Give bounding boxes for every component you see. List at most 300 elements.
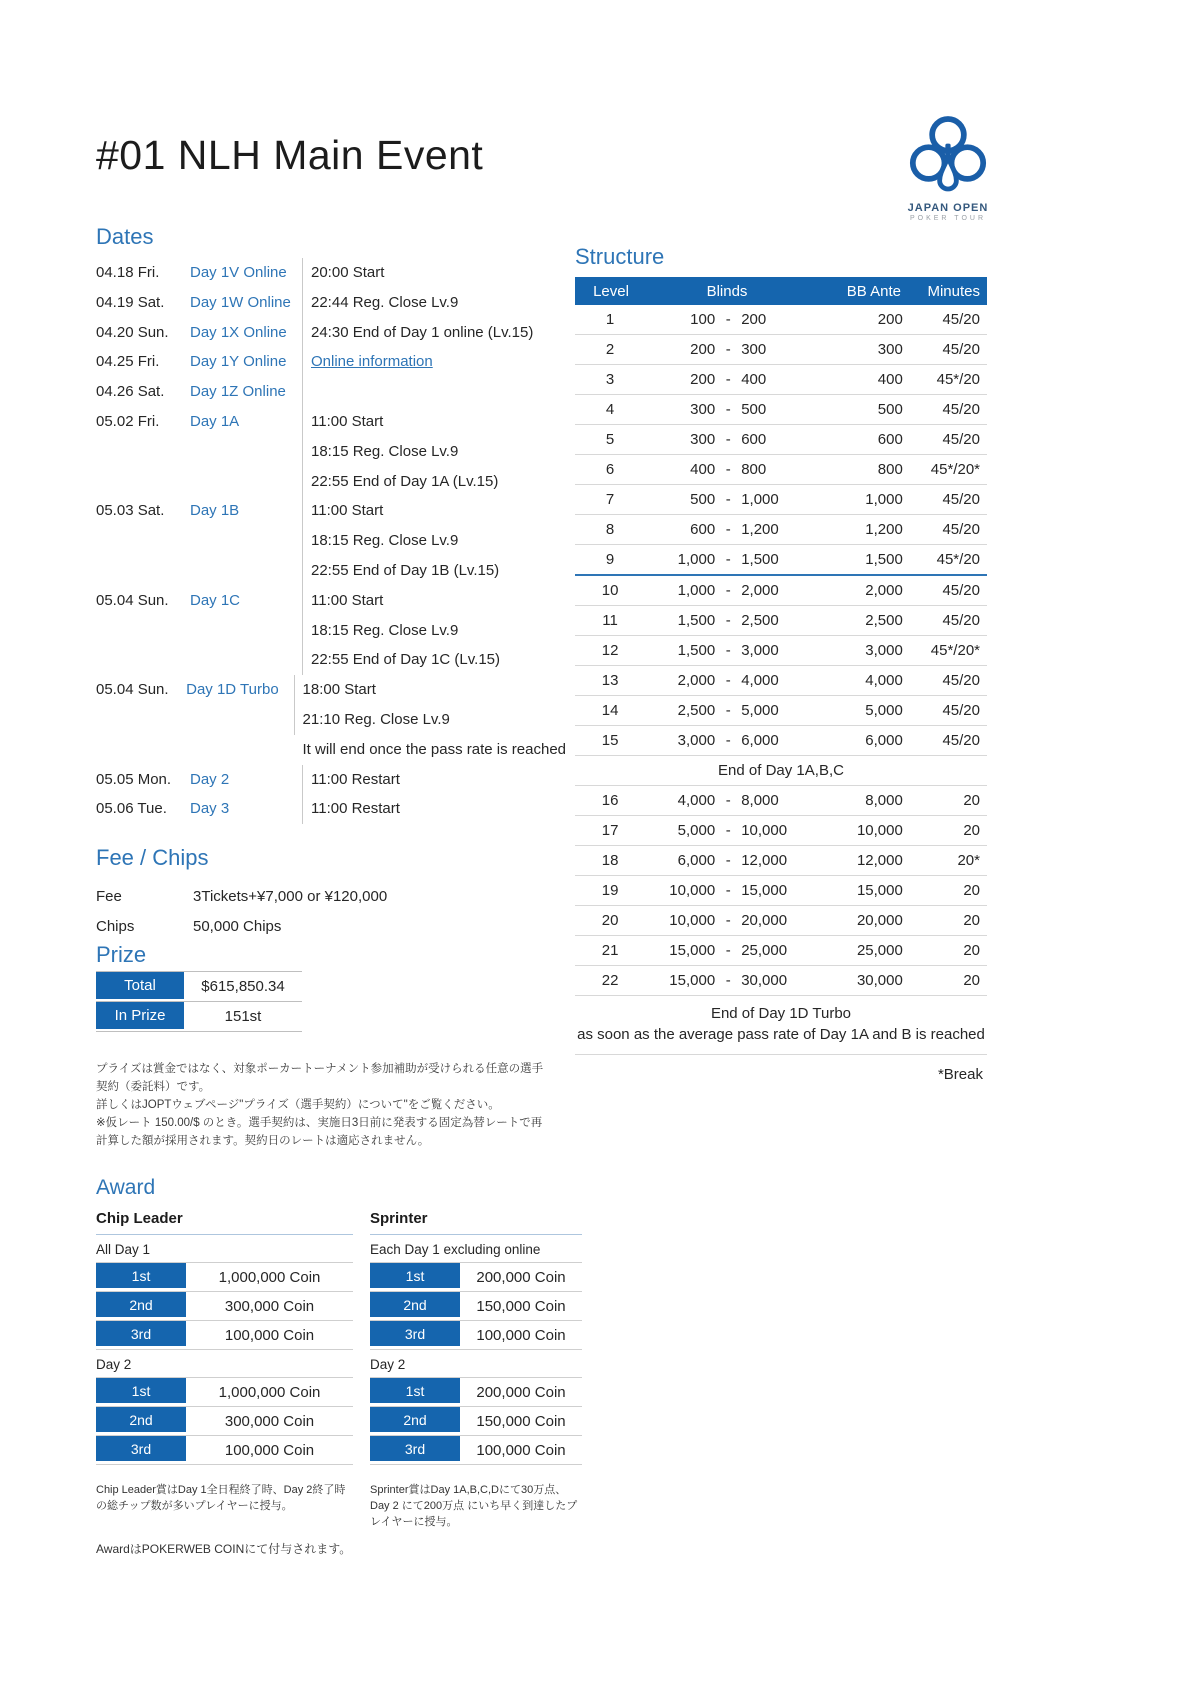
blinds-cell bbox=[645, 942, 811, 959]
times-cell bbox=[302, 318, 566, 348]
online-information-link[interactable]: Online information bbox=[311, 353, 433, 371]
blinds-dash: - bbox=[725, 972, 731, 989]
award-row bbox=[96, 1407, 353, 1436]
blinds-dash: - bbox=[725, 582, 731, 599]
bb-ante-cell: 4,000 bbox=[865, 672, 903, 689]
jopt-logo bbox=[900, 112, 996, 222]
level-cell: 15 bbox=[601, 732, 619, 749]
time-line: 18:00 Start bbox=[294, 675, 566, 705]
times-cell bbox=[302, 586, 566, 675]
level-cell: 3 bbox=[605, 371, 615, 388]
blinds-cell bbox=[645, 642, 811, 659]
fee-row-label: Fee bbox=[96, 887, 122, 905]
award-subtitle: Day 2 bbox=[96, 1357, 132, 1372]
blinds-cell bbox=[645, 702, 811, 719]
award-column-title: Chip Leader bbox=[96, 1210, 353, 1235]
structure-row bbox=[575, 395, 987, 425]
small-blind-value: 1,500 bbox=[677, 612, 716, 629]
level-cell: 10 bbox=[601, 582, 619, 599]
blinds-dash: - bbox=[725, 551, 731, 568]
blinds-cell bbox=[645, 551, 811, 568]
blinds-cell bbox=[645, 882, 811, 899]
big-blind-value: 1,500 bbox=[741, 551, 779, 568]
structure-section bbox=[575, 244, 987, 1083]
bb-ante-cell: 600 bbox=[877, 431, 903, 448]
times-cell bbox=[302, 347, 566, 377]
date-cell: 05.05 Mon. bbox=[96, 770, 172, 788]
award-value-cell: 100,000 Coin bbox=[224, 1326, 315, 1344]
blinds-dash: - bbox=[725, 491, 731, 508]
dates-table bbox=[96, 258, 566, 824]
blinds-cell bbox=[645, 491, 811, 508]
minutes-cell: 20 bbox=[963, 822, 980, 839]
award-value-cell: 100,000 Coin bbox=[224, 1441, 315, 1459]
award-rank-cell: 1st bbox=[96, 1378, 186, 1403]
bb-ante-cell: 12,000 bbox=[856, 852, 903, 869]
fee-row bbox=[96, 881, 476, 911]
small-blind-value: 400 bbox=[690, 461, 716, 478]
structure-row bbox=[575, 636, 987, 666]
structure-row bbox=[575, 515, 987, 545]
break-note: *Break bbox=[937, 1066, 983, 1083]
structure-row bbox=[575, 305, 987, 335]
award-rank-cell: 3rd bbox=[96, 1321, 186, 1346]
level-cell: 14 bbox=[601, 702, 619, 719]
page-title: #01 NLH Main Event bbox=[96, 132, 484, 178]
award-value-cell: 150,000 Coin bbox=[476, 1412, 566, 1430]
note-line: ※仮レート 150.00/$ のとき。選手契約は、実施日3日前に発表する固定為替レートで再計算した額が採用されます。契約日のレートは適応されません。 bbox=[96, 1117, 543, 1147]
prize-row bbox=[96, 972, 302, 1002]
small-blind-value: 3,000 bbox=[677, 732, 716, 749]
date-cell: 04.19 Sat. bbox=[96, 293, 165, 311]
bb-ante-cell: 200 bbox=[877, 311, 903, 328]
big-blind-value: 6,000 bbox=[741, 732, 779, 749]
minutes-cell: 20* bbox=[957, 852, 980, 869]
award-rank-cell: 3rd bbox=[370, 1321, 460, 1346]
blinds-cell bbox=[645, 371, 811, 388]
structure-row bbox=[575, 786, 987, 816]
big-blind-value: 10,000 bbox=[741, 822, 788, 839]
structure-row bbox=[575, 696, 987, 726]
award-rank-cell: 1st bbox=[370, 1378, 460, 1403]
award-subtitle: Each Day 1 excluding online bbox=[370, 1242, 541, 1257]
bb-ante-cell: 300 bbox=[877, 341, 903, 358]
times-cell bbox=[302, 496, 566, 585]
blinds-cell bbox=[645, 972, 811, 989]
minutes-cell: 45*/20 bbox=[936, 371, 980, 388]
minutes-cell: 45/20 bbox=[942, 612, 980, 629]
date-row bbox=[96, 675, 566, 764]
award-rank-cell: 1st bbox=[370, 1263, 460, 1288]
bb-ante-cell: 15,000 bbox=[856, 882, 903, 899]
blinds-dash: - bbox=[725, 461, 731, 478]
small-blind-value: 1,000 bbox=[677, 551, 716, 568]
fee-chips-section bbox=[96, 845, 476, 941]
award-value-cell: 200,000 Coin bbox=[476, 1268, 566, 1286]
blinds-cell bbox=[645, 852, 811, 869]
dates-heading: Dates bbox=[96, 224, 154, 249]
blinds-dash: - bbox=[725, 642, 731, 659]
level-cell: 8 bbox=[605, 521, 615, 538]
award-section bbox=[96, 1176, 596, 1530]
level-cell: 5 bbox=[605, 431, 615, 448]
date-row bbox=[96, 347, 566, 377]
structure-row bbox=[575, 876, 987, 906]
bb-ante-cell: 30,000 bbox=[856, 972, 903, 989]
level-cell: 12 bbox=[601, 642, 619, 659]
award-row bbox=[96, 1436, 353, 1465]
bb-ante-cell: 500 bbox=[877, 401, 903, 418]
award-value-cell: 1,000,000 Coin bbox=[218, 1383, 321, 1401]
minutes-cell: 45*/20* bbox=[930, 642, 980, 659]
big-blind-value: 2,500 bbox=[741, 612, 779, 629]
award-rank-cell: 2nd bbox=[370, 1292, 460, 1317]
award-row bbox=[370, 1292, 582, 1321]
time-line: 18:15 Reg. Close Lv.9 bbox=[302, 616, 566, 646]
blinds-dash: - bbox=[725, 942, 731, 959]
big-blind-value: 1,200 bbox=[741, 521, 779, 538]
blinds-cell bbox=[645, 912, 811, 929]
blinds-dash: - bbox=[725, 882, 731, 899]
blinds-cell bbox=[645, 401, 811, 418]
prize-notes bbox=[96, 1060, 548, 1150]
award-value-cell: 150,000 Coin bbox=[476, 1297, 566, 1315]
blinds-dash: - bbox=[725, 702, 731, 719]
date-row bbox=[96, 794, 566, 824]
prize-heading: Prize bbox=[96, 942, 147, 967]
structure-row bbox=[575, 425, 987, 455]
small-blind-value: 300 bbox=[690, 431, 716, 448]
logo-text-japan-open: JAPAN OPEN bbox=[907, 202, 989, 214]
date-row bbox=[96, 318, 566, 348]
small-blind-value: 100 bbox=[690, 311, 716, 328]
prize-table bbox=[96, 971, 302, 1032]
structure-row bbox=[575, 485, 987, 515]
minutes-cell: 45/20 bbox=[942, 582, 980, 599]
blinds-cell bbox=[645, 822, 811, 839]
prize-row-value: 151st bbox=[224, 1008, 262, 1025]
bb-ante-cell: 20,000 bbox=[856, 912, 903, 929]
time-line: 18:15 Reg. Close Lv.9 bbox=[302, 437, 566, 467]
structure-row bbox=[575, 455, 987, 485]
award-value-cell: 100,000 Coin bbox=[476, 1441, 566, 1459]
structure-table-body bbox=[575, 305, 987, 996]
blinds-cell bbox=[645, 672, 811, 689]
day-label: Day 1B bbox=[190, 502, 240, 520]
date-cell: 05.03 Sat. bbox=[96, 502, 165, 520]
award-row bbox=[96, 1292, 353, 1321]
small-blind-value: 10,000 bbox=[669, 882, 716, 899]
minutes-cell: 20 bbox=[963, 912, 980, 929]
time-line: 22:55 End of Day 1C (Lv.15) bbox=[302, 645, 566, 675]
date-cell: 04.26 Sat. bbox=[96, 383, 165, 401]
award-rank-cell: 3rd bbox=[96, 1436, 186, 1461]
award-column bbox=[370, 1210, 582, 1530]
column-header-bb-ante: BB Ante bbox=[846, 282, 901, 300]
award-table bbox=[370, 1377, 582, 1465]
blinds-cell bbox=[645, 521, 811, 538]
level-cell: 22 bbox=[601, 972, 619, 989]
structure-row bbox=[575, 666, 987, 696]
bb-ante-cell: 8,000 bbox=[865, 792, 903, 809]
award-row bbox=[96, 1263, 353, 1292]
level-cell: 17 bbox=[601, 822, 619, 839]
blinds-cell bbox=[645, 341, 811, 358]
date-cell: 05.06 Tue. bbox=[96, 800, 167, 818]
big-blind-value: 4,000 bbox=[741, 672, 779, 689]
award-footer-note: AwardはPOKERWEB COINにて付与されます。 bbox=[96, 1542, 352, 1556]
big-blind-value: 5,000 bbox=[741, 702, 779, 719]
prize-row-label: Total bbox=[96, 972, 184, 999]
big-blind-value: 2,000 bbox=[741, 582, 779, 599]
times-cell bbox=[302, 794, 566, 824]
time-line: 11:00 Restart bbox=[302, 765, 566, 795]
fee-row-value: 50,000 Chips bbox=[193, 917, 282, 935]
award-column-title: Sprinter bbox=[370, 1210, 582, 1235]
times-cell bbox=[302, 377, 566, 407]
blinds-dash: - bbox=[725, 612, 731, 629]
time-line: 24:30 End of Day 1 online (Lv.15) bbox=[302, 318, 566, 348]
small-blind-value: 1,500 bbox=[677, 642, 716, 659]
structure-row bbox=[575, 576, 987, 606]
fee-chips-heading: Fee / Chips bbox=[96, 845, 209, 870]
blinds-cell bbox=[645, 732, 811, 749]
blinds-dash: - bbox=[725, 822, 731, 839]
blinds-dash: - bbox=[725, 431, 731, 448]
award-table bbox=[96, 1377, 353, 1465]
big-blind-value: 25,000 bbox=[741, 942, 788, 959]
minutes-cell: 45/20 bbox=[942, 431, 980, 448]
big-blind-value: 500 bbox=[741, 401, 767, 418]
day-label: Day 1X Online bbox=[190, 323, 287, 341]
blinds-dash: - bbox=[725, 732, 731, 749]
blinds-cell bbox=[645, 612, 811, 629]
column-header-minutes: Minutes bbox=[927, 282, 980, 300]
minutes-cell: 45/20 bbox=[942, 521, 980, 538]
times-cell bbox=[294, 675, 566, 764]
footer-line-2: as soon as the average pass rate of Day 1A and B is reached bbox=[577, 1026, 985, 1043]
structure-row bbox=[575, 816, 987, 846]
bb-ante-cell: 1,200 bbox=[865, 521, 903, 538]
time-line: 21:10 Reg. Close Lv.9 bbox=[294, 705, 566, 735]
level-cell: 16 bbox=[601, 792, 619, 809]
date-cell: 04.18 Fri. bbox=[96, 264, 160, 281]
award-subtitle: Day 2 bbox=[370, 1357, 406, 1372]
award-row bbox=[370, 1263, 582, 1292]
award-row bbox=[370, 1378, 582, 1407]
day-label: Day 1Z Online bbox=[190, 383, 286, 401]
award-row bbox=[96, 1378, 353, 1407]
award-rank-cell: 2nd bbox=[96, 1407, 186, 1432]
small-blind-value: 200 bbox=[690, 341, 716, 358]
award-heading: Award bbox=[96, 1176, 156, 1199]
structure-row bbox=[575, 906, 987, 936]
structure-row bbox=[575, 335, 987, 365]
blinds-dash: - bbox=[725, 521, 731, 538]
structure-header-row bbox=[575, 277, 987, 305]
date-row bbox=[96, 765, 566, 795]
time-line: 11:00 Restart bbox=[302, 794, 566, 824]
day-label: Day 1W Online bbox=[190, 293, 291, 311]
time-line: 22:55 End of Day 1A (Lv.15) bbox=[302, 467, 566, 497]
minutes-cell: 45*/20* bbox=[930, 461, 980, 478]
bb-ante-cell: 1,500 bbox=[865, 551, 903, 568]
time-line: 18:15 Reg. Close Lv.9 bbox=[302, 526, 566, 556]
blinds-dash: - bbox=[725, 371, 731, 388]
award-row bbox=[370, 1407, 582, 1436]
small-blind-value: 2,500 bbox=[677, 702, 716, 719]
minutes-cell: 45/20 bbox=[942, 672, 980, 689]
big-blind-value: 600 bbox=[741, 431, 767, 448]
fee-chips-table bbox=[96, 881, 476, 941]
blinds-dash: - bbox=[725, 311, 731, 328]
big-blind-value: 3,000 bbox=[741, 642, 779, 659]
bb-ante-cell: 800 bbox=[877, 461, 903, 478]
date-row bbox=[96, 496, 566, 585]
small-blind-value: 300 bbox=[690, 401, 716, 418]
date-row bbox=[96, 407, 566, 496]
day-label: Day 1Y Online bbox=[190, 353, 287, 371]
day-label: Day 1D Turbo bbox=[186, 681, 279, 699]
big-blind-value: 30,000 bbox=[741, 972, 788, 989]
small-blind-value: 4,000 bbox=[677, 792, 716, 809]
level-cell: 11 bbox=[602, 612, 618, 629]
times-cell bbox=[302, 258, 566, 288]
time-line bbox=[302, 347, 566, 377]
prize-row-label: In Prize bbox=[96, 1002, 184, 1029]
award-row bbox=[96, 1321, 353, 1350]
fee-row-value: 3Tickets+¥7,000 or ¥120,000 bbox=[193, 887, 388, 905]
award-subtitle: All Day 1 bbox=[96, 1242, 151, 1257]
fee-row bbox=[96, 911, 476, 941]
date-cell: 05.04 Sun. bbox=[96, 681, 169, 699]
level-cell: 4 bbox=[605, 401, 615, 418]
structure-row bbox=[575, 846, 987, 876]
column-header-level: Level bbox=[593, 282, 629, 300]
big-blind-value: 1,000 bbox=[741, 491, 779, 508]
small-blind-value: 5,000 bbox=[677, 822, 716, 839]
bb-ante-cell: 400 bbox=[877, 371, 903, 388]
minutes-cell: 45/20 bbox=[942, 401, 980, 418]
bb-ante-cell: 1,000 bbox=[865, 491, 903, 508]
award-row bbox=[370, 1321, 582, 1350]
small-blind-value: 6,000 bbox=[677, 852, 716, 869]
day-label: Day 1V Online bbox=[190, 264, 287, 281]
award-note: Sprinter賞はDay 1A,B,C,Dにて30万点、Day 2 にて200万点 にいち早く到達したプレイヤーに授与。 bbox=[370, 1484, 578, 1528]
minutes-cell: 45*/20 bbox=[936, 551, 980, 568]
time-line: 11:00 Start bbox=[302, 407, 566, 437]
big-blind-value: 300 bbox=[741, 341, 767, 358]
bb-ante-cell: 2,500 bbox=[865, 612, 903, 629]
times-cell bbox=[302, 288, 566, 318]
day-label: Day 3 bbox=[190, 800, 230, 818]
blinds-dash: - bbox=[725, 341, 731, 358]
award-rank-cell: 2nd bbox=[96, 1292, 186, 1317]
dates-section bbox=[96, 224, 566, 824]
bb-ante-cell: 2,000 bbox=[865, 582, 903, 599]
level-cell: 1 bbox=[605, 311, 615, 328]
minutes-cell: 20 bbox=[963, 792, 980, 809]
blinds-dash: - bbox=[725, 401, 731, 418]
level-cell: 21 bbox=[601, 942, 619, 959]
bb-ante-cell: 25,000 bbox=[856, 942, 903, 959]
level-cell: 19 bbox=[601, 882, 619, 899]
minutes-cell: 20 bbox=[963, 882, 980, 899]
fee-row-label: Chips bbox=[96, 917, 135, 935]
award-value-cell: 200,000 Coin bbox=[476, 1383, 566, 1401]
award-note: Chip Leader賞はDay 1全日程終了時、Day 2終了時の総チップ数が多いプレイヤーに授与。 bbox=[96, 1484, 346, 1512]
big-blind-value: 15,000 bbox=[741, 882, 788, 899]
blinds-dash: - bbox=[725, 852, 731, 869]
award-value-cell: 300,000 Coin bbox=[224, 1412, 315, 1430]
award-value-cell: 1,000,000 Coin bbox=[218, 1268, 321, 1286]
blinds-cell bbox=[645, 431, 811, 448]
time-line bbox=[302, 377, 566, 407]
small-blind-value: 200 bbox=[690, 371, 716, 388]
small-blind-value: 15,000 bbox=[669, 942, 716, 959]
blinds-cell bbox=[645, 582, 811, 599]
level-cell: 7 bbox=[605, 491, 615, 508]
times-cell bbox=[302, 407, 566, 496]
structure-row bbox=[575, 365, 987, 395]
date-cell: 05.04 Sun. bbox=[96, 591, 169, 609]
prize-row-value: $615,850.34 bbox=[201, 978, 285, 995]
structure-row bbox=[575, 726, 987, 756]
level-cell: 18 bbox=[601, 852, 619, 869]
date-row bbox=[96, 377, 566, 407]
note-line: 詳しくはJOPTウェブページ"プライズ（選手契約）について"をご覧ください。 bbox=[96, 1099, 500, 1111]
award-columns bbox=[96, 1210, 596, 1530]
prize-row bbox=[96, 1002, 302, 1032]
minutes-cell: 45/20 bbox=[942, 732, 980, 749]
day-label: Day 1A bbox=[190, 412, 240, 430]
small-blind-value: 1,000 bbox=[677, 582, 716, 599]
level-cell: 13 bbox=[601, 672, 619, 689]
structure-footer bbox=[575, 996, 987, 1055]
level-cell: 9 bbox=[605, 551, 615, 568]
level-cell: 6 bbox=[605, 461, 615, 478]
award-rank-cell: 1st bbox=[96, 1263, 186, 1288]
date-row bbox=[96, 586, 566, 675]
award-rank-cell: 3rd bbox=[370, 1436, 460, 1461]
time-line: 11:00 Start bbox=[302, 496, 566, 526]
award-table bbox=[96, 1262, 353, 1350]
small-blind-value: 10,000 bbox=[669, 912, 716, 929]
minutes-cell: 45/20 bbox=[942, 341, 980, 358]
logo-text-poker-tour: POKER TOUR bbox=[909, 215, 987, 222]
blinds-cell bbox=[645, 311, 811, 328]
structure-heading: Structure bbox=[575, 244, 665, 269]
date-cell: 05.02 Fri. bbox=[96, 412, 160, 430]
big-blind-value: 20,000 bbox=[741, 912, 788, 929]
bb-ante-cell: 6,000 bbox=[865, 732, 903, 749]
time-line: It will end once the pass rate is reached bbox=[302, 740, 566, 758]
bb-ante-cell: 10,000 bbox=[856, 822, 903, 839]
column-header-blinds: Blinds bbox=[706, 282, 748, 300]
date-row bbox=[96, 258, 566, 288]
bb-ante-cell: 3,000 bbox=[865, 642, 903, 659]
award-value-cell: 300,000 Coin bbox=[224, 1297, 315, 1315]
big-blind-value: 200 bbox=[741, 311, 767, 328]
award-value-cell: 100,000 Coin bbox=[476, 1326, 566, 1344]
small-blind-value: 500 bbox=[690, 491, 716, 508]
big-blind-value: 400 bbox=[741, 371, 767, 388]
date-cell: 04.25 Fri. bbox=[96, 353, 160, 371]
award-table bbox=[370, 1262, 582, 1350]
bb-ante-cell: 5,000 bbox=[865, 702, 903, 719]
minutes-cell: 45/20 bbox=[942, 702, 980, 719]
structure-row bbox=[575, 966, 987, 996]
